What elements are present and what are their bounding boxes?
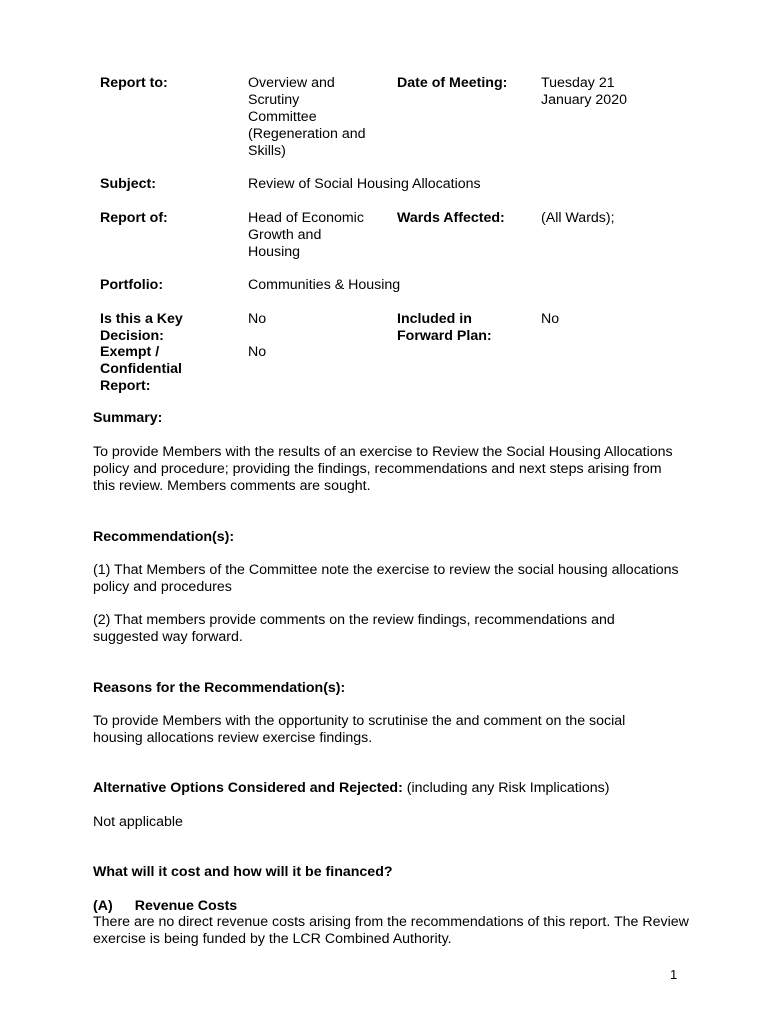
wards-affected-value: (All Wards); [541,210,615,226]
recommendations-heading: Recommendation(s): [93,529,235,545]
portfolio-label: Portfolio: [100,277,164,293]
date-of-meeting-value: Tuesday 21 January 2020 [541,75,627,108]
report-of-label: Report of: [100,210,168,226]
portfolio-value: Communities & Housing [248,277,401,293]
report-to-label: Report to: [100,75,168,91]
alternatives-heading-suffix: (including any Risk Implications) [402,780,610,796]
recommendation-item-1: (1) That Members of the Committee note the exercise to review the social housing allocations policy and procedures [93,562,679,595]
page-number: 1 [670,967,678,982]
report-to-value: Overview and Scrutiny Committee (Regeneration and Skills) [248,75,366,159]
revenue-costs-label: (A) [93,898,113,914]
key-decision-value: No [248,311,267,327]
report-of-value: Head of Economic Growth and Housing [248,210,364,260]
key-decision-label: Is this a Key Decision: [100,311,183,344]
alternatives-text: Not applicable [93,814,183,830]
exempt-label: Exempt / Confidential Report: [100,344,182,394]
exempt-value: No [248,344,267,360]
wards-affected-label: Wards Affected: [397,210,505,226]
alternatives-heading: Alternative Options Considered and Rejected: [93,780,403,796]
summary-heading: Summary: [93,410,163,426]
forward-plan-value: No [541,311,560,327]
alternatives-heading-line [93,780,713,797]
date-of-meeting-label: Date of Meeting: [397,75,508,91]
subject-label: Subject: [100,176,156,192]
forward-plan-label: Included in Forward Plan: [397,311,492,344]
revenue-costs-heading [93,898,693,915]
summary-text: To provide Members with the results of an exercise to Review the Social Housing Allocations policy and procedure; providing the findings, recommendations and next steps arising from this review. Members comments are sought. [93,444,673,494]
revenue-costs-text: There are no direct revenue costs arising from the recommendations of this report. The Review exercise is being funded by the LCR Combined Authority. [93,914,689,947]
reasons-text: To provide Members with the opportunity to scrutinise the and comment on the social housing allocations review exercise findings. [93,713,626,746]
reasons-heading: Reasons for the Recommendation(s): [93,680,346,696]
revenue-costs-title: Revenue Costs [134,898,238,914]
recommendation-item-2: (2) That members provide comments on the review findings, recommendations and suggested way forward. [93,612,615,645]
cost-heading: What will it cost and how will it be financed? [93,864,393,880]
subject-value: Review of Social Housing Allocations [248,176,481,192]
